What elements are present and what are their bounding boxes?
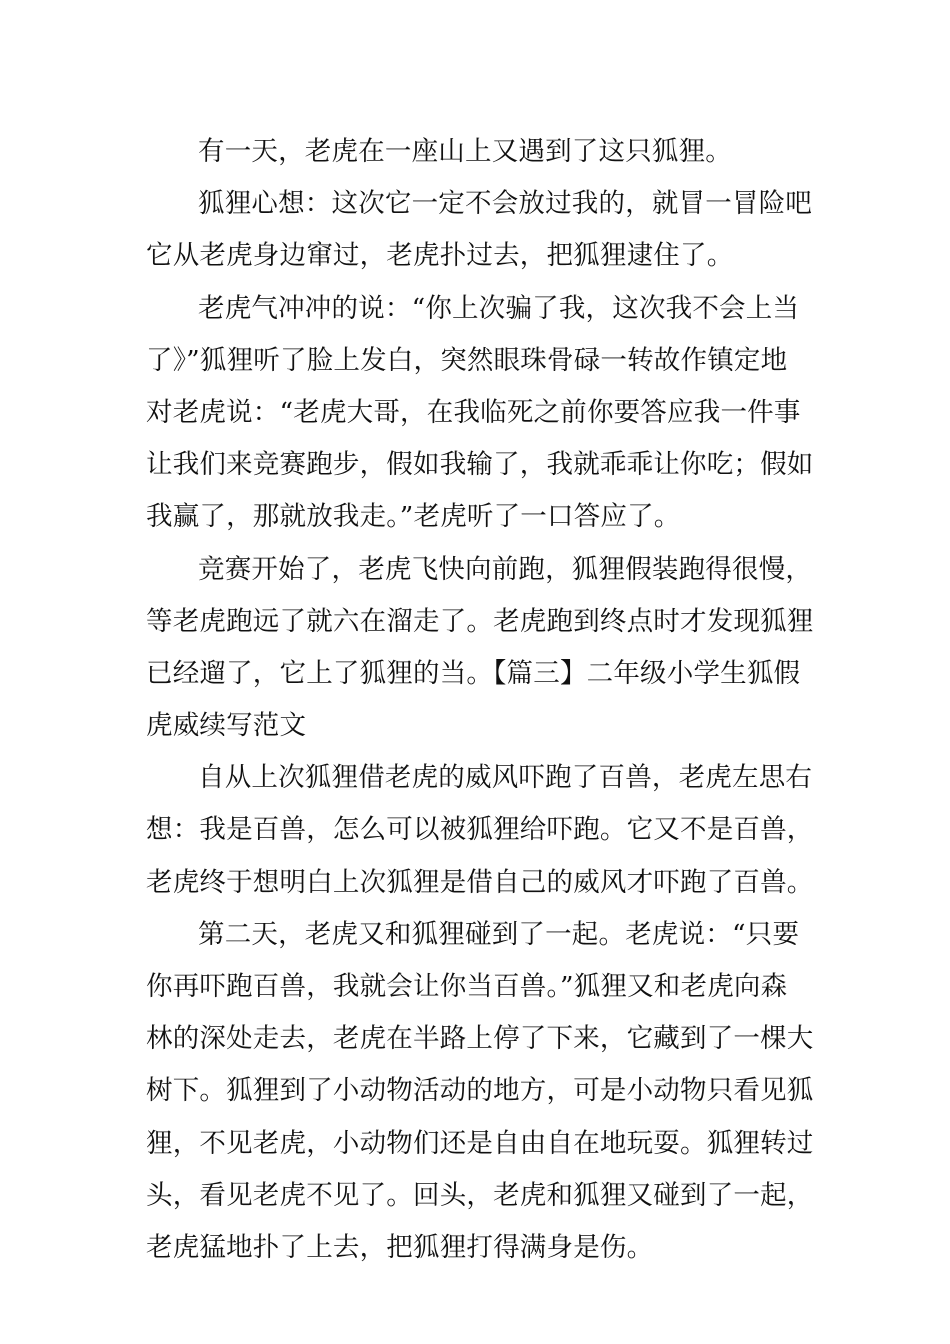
text-line: 树下。狐狸到了小动物活动的地方，可是小动物只看见狐 [146, 1075, 814, 1107]
text-line: 等老虎跑远了就六在溜走了。老虎跑到终点时才发现狐狸 [146, 605, 814, 637]
text-line: 对老虎说：“老虎大哥，在我临死之前你要答应我一件事 [146, 396, 801, 428]
story-text [146, 126, 814, 1274]
text-line: 想：我是百兽，怎么可以被狐狸给吓跑。它又不是百兽， [146, 814, 814, 846]
text-line: 自从上次狐狸借老虎的威风吓跑了百兽，老虎左思右 [198, 762, 813, 794]
text-line: 你再吓跑百兽，我就会让你当百兽。”狐狸又和老虎向森 [146, 971, 788, 1002]
text-line: 老虎气冲冲的说：“你上次骗了我，这次我不会上当 [198, 292, 800, 324]
text-line: 竞赛开始了，老虎飞快向前跑，狐狸假装跑得很慢， [198, 553, 813, 585]
text-line: 让我们来竞赛跑步，假如我输了，我就乖乖让你吃；假如 [146, 449, 814, 481]
text-line: 了》”狐狸听了脸上发白，突然眼珠骨碌一转故作镇定地 [146, 344, 788, 376]
text-line: 林的深处走去，老虎在半路上停了下来，它藏到了一棵大 [146, 1023, 814, 1055]
text-line: 老虎猛地扑了上去，把狐狸打得满身是伤。 [146, 1231, 654, 1263]
text-line: 有一天，老虎在一座山上又遇到了这只狐狸。 [198, 136, 732, 167]
text-line: 头，看见老虎不见了。回头，老虎和狐狸又碰到了一起， [146, 1179, 814, 1211]
text-line: 已经遛了，它上了狐狸的当。【篇三】二年级小学生狐假 [146, 657, 801, 689]
text-line: 它从老虎身边窜过，老虎扑过去，把狐狸逮住了。 [146, 240, 734, 272]
text-line: 我赢了，那就放我走。”老虎听了一口答应了。 [146, 501, 681, 533]
text-line: 狸，不见老虎，小动物们还是自由自在地玩耍。狐狸转过 [146, 1127, 814, 1159]
text-line: 狐狸心想：这次它一定不会放过我的，就冒一冒险吧 [198, 188, 813, 220]
text-line: 老虎终于想明白上次狐狸是借自己的威风才吓跑了百兽。 [146, 866, 814, 898]
text-line: 虎威续写范文 [146, 710, 307, 742]
text-line: 第二天，老虎又和狐狸碰到了一起。老虎说：“只要 [198, 918, 800, 950]
